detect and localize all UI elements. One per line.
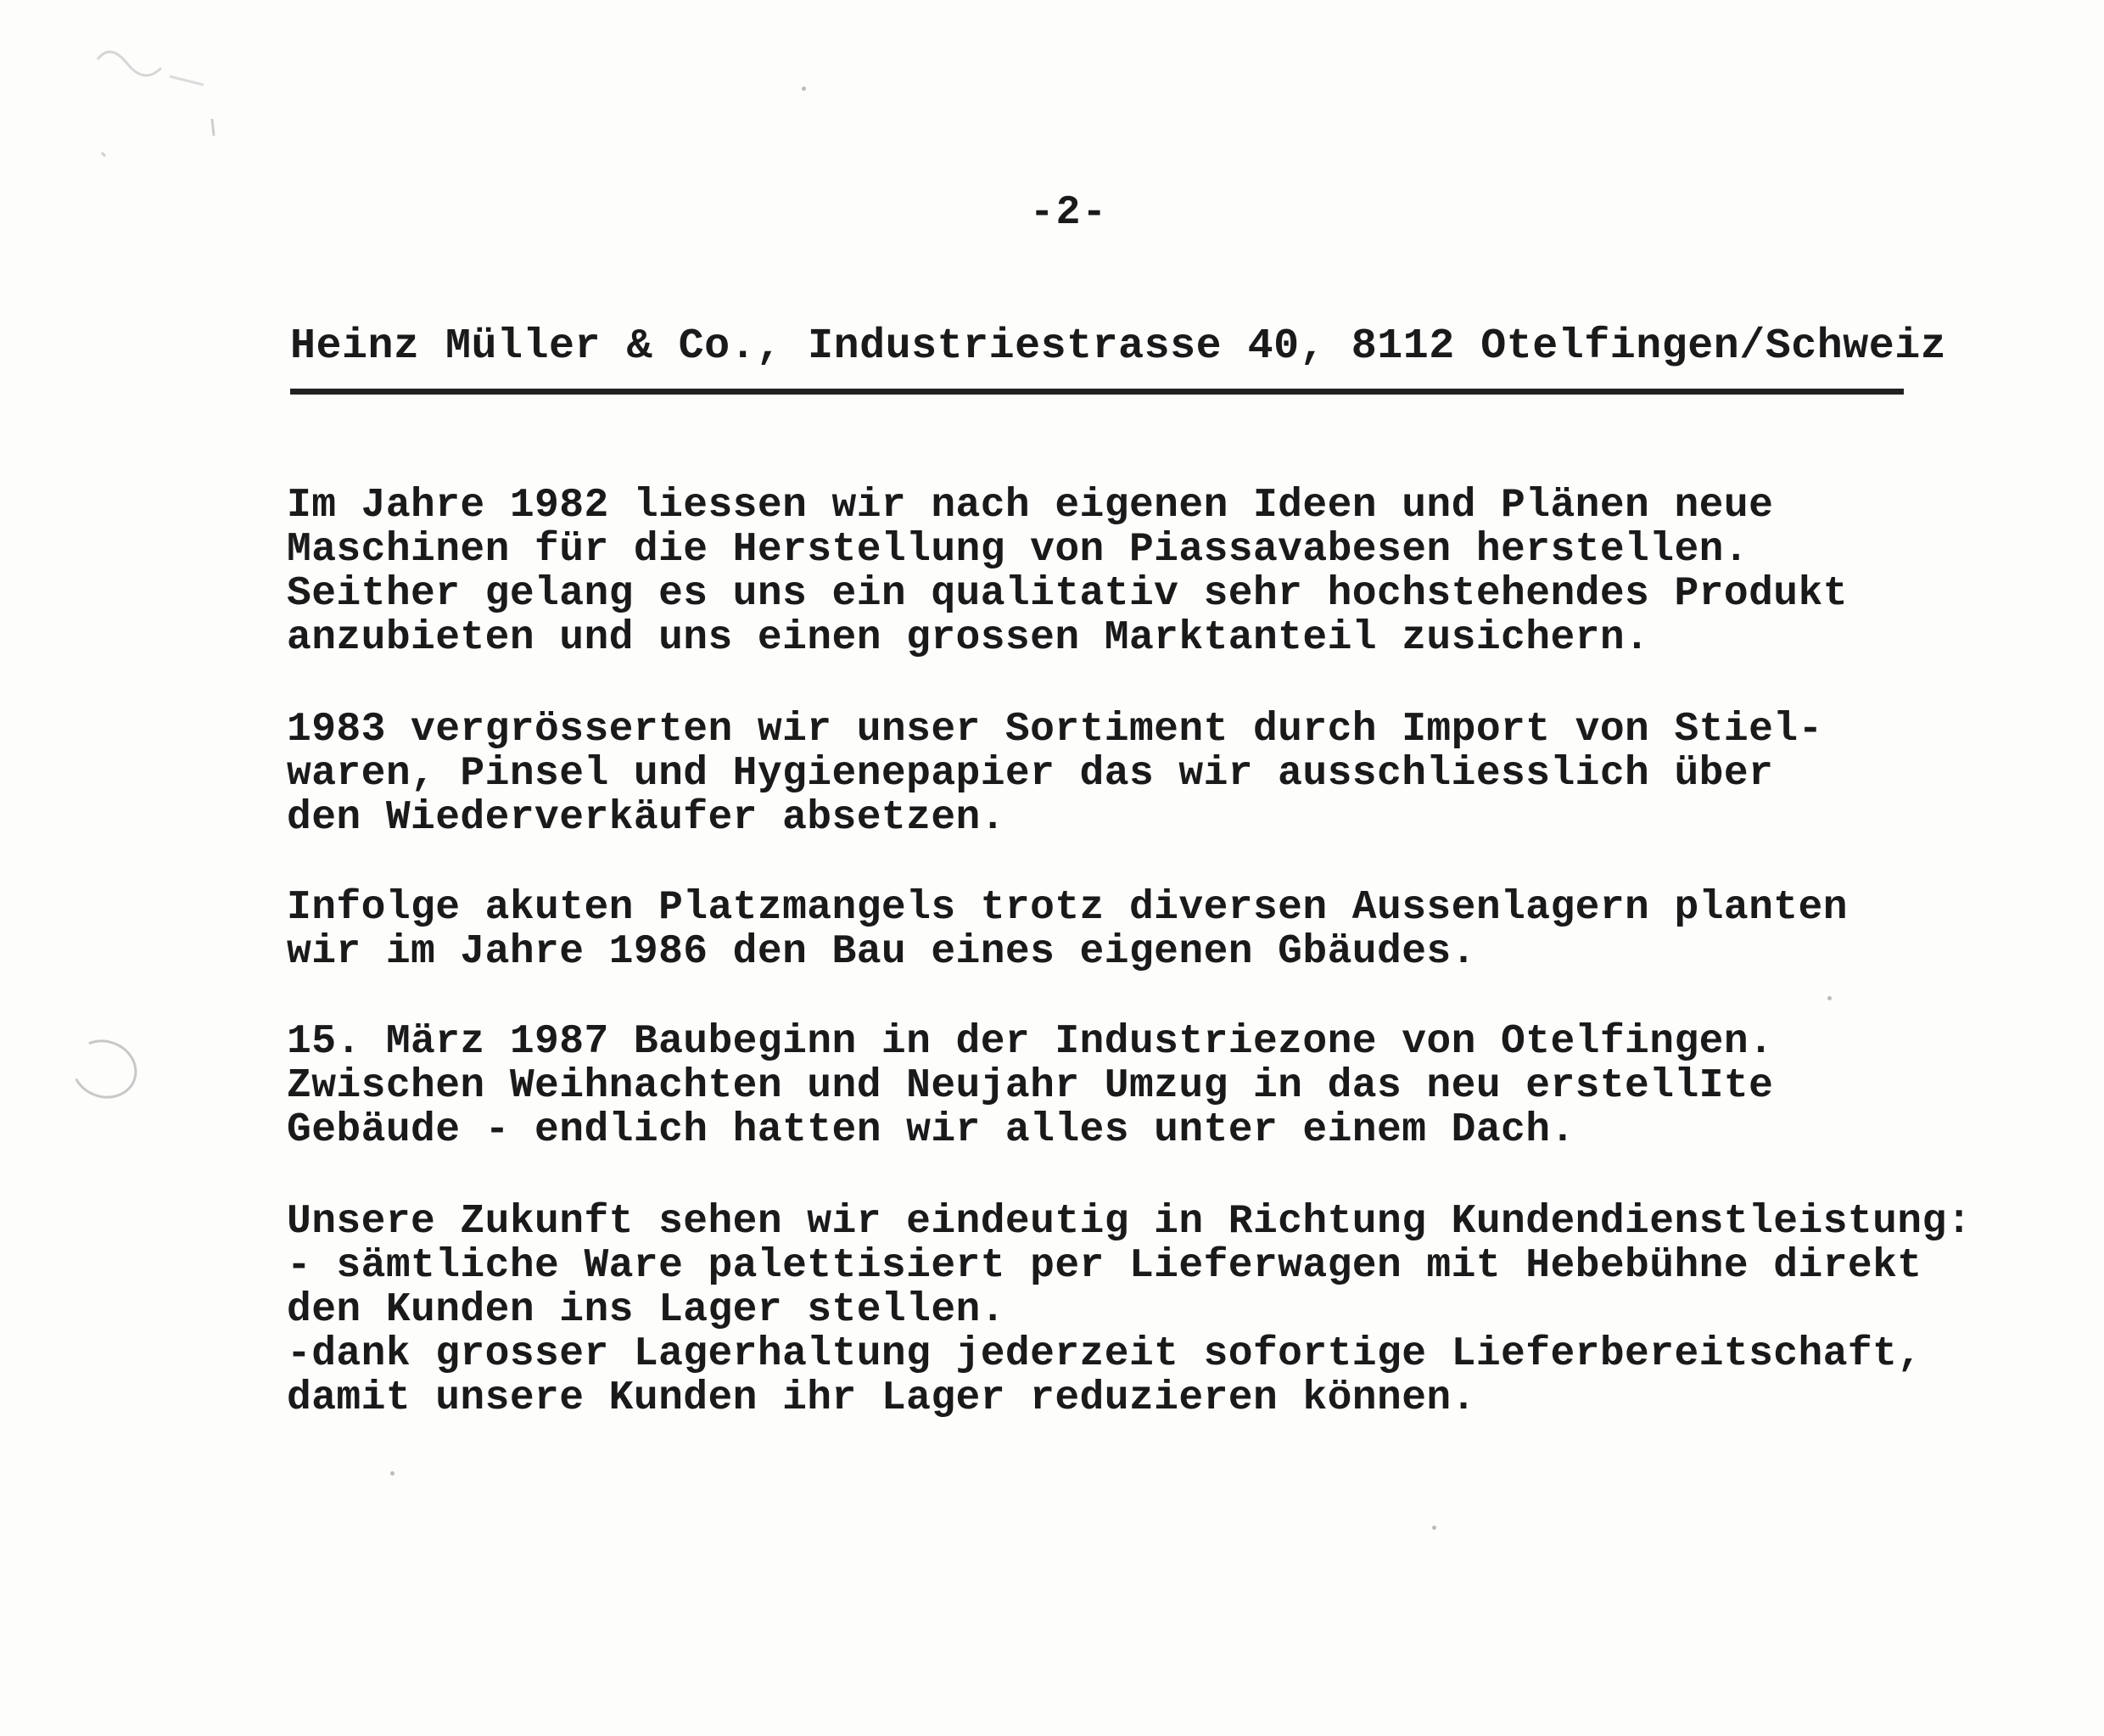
paragraph-1987-construction: 15. März 1987 Baubeginn in der Industriezone von Otelfingen. Zwischen Weihnachten und Neujahr Umzug in das neu erstellIte Gebäude - endlich hatten wir alles unter einem Dach. bbox=[287, 1019, 1774, 1153]
speck-mark bbox=[1827, 996, 1832, 1000]
speck-mark bbox=[390, 1471, 394, 1476]
heading-underline bbox=[290, 389, 1904, 395]
page-number: -2- bbox=[1029, 190, 1109, 236]
punch-hole-mark bbox=[64, 1031, 146, 1108]
paragraph-1986-building-plan: Infolge akuten Platzmangels trotz diversen Aussenlagern planten wir im Jahre 1986 den Bau eines eigenen Gbäudes. bbox=[287, 885, 1848, 975]
paragraph-future-service: Unsere Zukunft sehen wir eindeutig in Richtung Kundendienstleistung: - sämtliche Ware palettisiert per Lieferwagen mit Hebebühne direkt den Kunden ins Lager stellen. -dank grosser Lagerhaltung jederzeit sofortige Lieferbereitschaft, damit unsere Kunden ihr Lager reduzieren können. bbox=[287, 1199, 1972, 1421]
paragraph-1982-machines: Im Jahre 1982 liessen wir nach eigenen Ideen und Plänen neue Maschinen für die Herstellung von Piassavabesen herstellen. Seither gelang es uns ein qualitativ sehr hochstehendes Produkt anzubieten und uns einen grossen Marktanteil zusichern. bbox=[287, 483, 1848, 661]
paragraph-1983-assortment: 1983 vergrösserten wir unser Sortiment durch Import von Stiel- waren, Pinsel und Hygienepapier das wir ausschliesslich über den Wiederverkäufer absetzen. bbox=[287, 707, 1823, 841]
speck-mark bbox=[802, 87, 806, 91]
company-address-heading: Heinz Müller & Co., Industriestrasse 40, 8112 Otelfingen/Schweiz bbox=[290, 322, 1947, 371]
faint-scribble-mark bbox=[93, 25, 221, 161]
speck-mark bbox=[1432, 1526, 1436, 1530]
